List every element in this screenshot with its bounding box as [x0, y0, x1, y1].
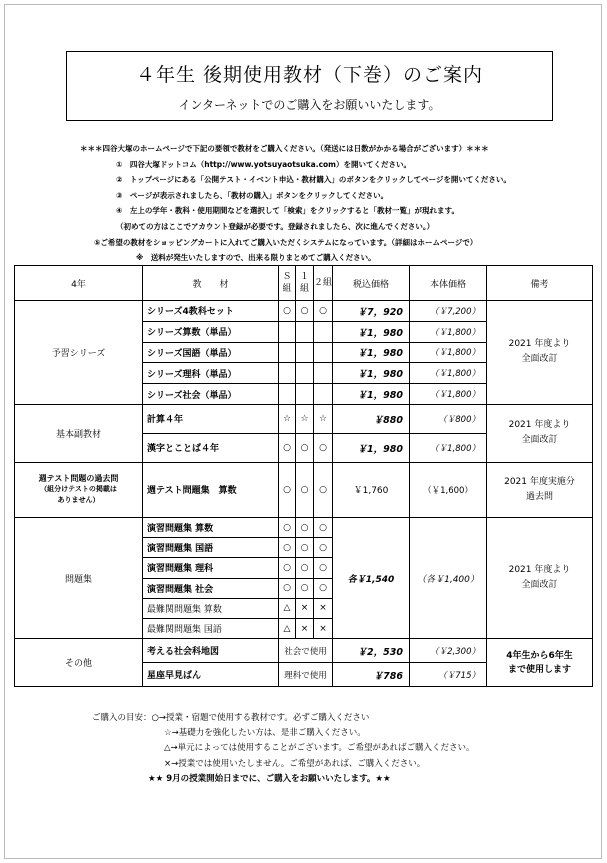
mark-two: [314, 384, 333, 405]
material-name: 考える社会科地図: [143, 639, 279, 663]
mark-s: ○: [279, 517, 296, 537]
mark-one: [296, 342, 314, 363]
instruction-step-3: ③ ページが表示されましたら、「教材の購入」ボタンをクリックしてください。: [116, 190, 389, 200]
material-name: 漢字とことば４年: [143, 433, 279, 462]
table-row: [15, 517, 593, 537]
material-name: 最難関問題集 算数: [143, 598, 279, 618]
header-s: Ｓ組: [279, 266, 296, 301]
mark-two: ○: [314, 558, 333, 578]
guide-line-triangle: △→単元によっては使用することがございます。ご希望があればご購入ください。: [164, 743, 475, 754]
mark-two: ○: [314, 538, 333, 558]
mark-two: ○: [314, 517, 333, 537]
note-cell: 2021 年度より 全面改訂: [487, 301, 593, 405]
instruction-step-5: ⑤ご希望の教材をショッピングカートに入れてご購入いただくシステムになっています。（詳細はホームページで）: [94, 237, 478, 247]
header-two: ２組: [314, 266, 333, 301]
usage-note: 社会で使用: [279, 639, 333, 663]
instruction-step-1: ① 四谷大塚ドットコム（http://www.yotsuyaotsuka.com）を開いてください。: [116, 159, 411, 169]
category-subnote: （組分けテストの掲載は ありません）: [40, 485, 117, 505]
material-name: シリーズ社会（単品）: [143, 384, 279, 405]
category-cell: 基本副教材: [15, 404, 143, 462]
guide-line-star: ☆→基礎力を強化したい方は、是非ご購入ください。: [164, 728, 366, 739]
tax-price: ￥786: [333, 663, 410, 687]
base-price: （￥1,800）: [410, 321, 487, 342]
base-price: （￥2,300）: [410, 639, 487, 663]
tax-price: ￥1,760: [333, 462, 410, 517]
material-name: シリーズ算数（単品）: [143, 321, 279, 342]
tax-price: ￥7，920: [333, 301, 410, 322]
material-name: 週テスト問題集 算数: [143, 462, 279, 517]
mark-two: ×: [314, 618, 333, 638]
table-row: [15, 301, 593, 322]
mark-one: ○: [296, 578, 314, 598]
mark-two: [314, 321, 333, 342]
mark-one: [296, 363, 314, 384]
mark-s: ○: [279, 301, 296, 322]
base-price: （￥1,800）: [410, 384, 487, 405]
materials-table: [14, 265, 593, 687]
category-cell: その他: [15, 639, 143, 687]
instruction-step-4: ④ 左上の学年・教科・使用期間などを選択して「検索」をクリックすると「教材一覧」が現れます。: [116, 206, 459, 216]
category-cell: 予習シリーズ: [15, 301, 143, 405]
mark-one: ○: [296, 517, 314, 537]
base-price: （￥800）: [410, 404, 487, 433]
guide-line-cross: ×→授業では使用いたしません。ご希望があれば、ご購入ください。: [164, 758, 426, 769]
page-title: ４年生 後期使用教材（下巻）のご案内: [135, 64, 484, 86]
material-name: 演習問題集 社会: [143, 578, 279, 598]
mark-s: ○: [279, 578, 296, 598]
mark-two: ×: [314, 598, 333, 618]
mark-s: △: [279, 598, 296, 618]
category-title: 週テスト問題の過去問: [38, 474, 119, 484]
mark-one: ×: [296, 598, 314, 618]
usage-note: 理科で使用: [279, 663, 333, 687]
note-cell: 2021 年度より 全面改訂: [487, 517, 593, 638]
mark-s: ○: [279, 558, 296, 578]
header-one: １組: [296, 266, 314, 301]
mark-two: [314, 342, 333, 363]
header-base: 本体価格: [410, 266, 487, 301]
table-row: [15, 404, 593, 433]
header-grade: 4年: [15, 266, 143, 301]
base-price: （￥1,800）: [410, 363, 487, 384]
mark-s: ○: [279, 538, 296, 558]
tax-price: ￥2，530: [333, 639, 410, 663]
tax-price: ￥1，980: [333, 342, 410, 363]
mark-s: ○: [279, 462, 296, 517]
mark-two: ○: [314, 301, 333, 322]
tax-price: ￥1，980: [333, 363, 410, 384]
material-name: 演習問題集 理科: [143, 558, 279, 578]
mark-s: ☆: [279, 404, 296, 433]
mark-one: [296, 384, 314, 405]
instruction-note-account: （初めての方はここでアカウント登録が必要です。登録されましたら、次に進んでください。）: [116, 221, 435, 231]
mark-one: ○: [296, 462, 314, 517]
mark-one: ○: [296, 433, 314, 462]
note-cell: 4年生から6年生 まで使用します: [487, 639, 593, 687]
mark-two: ☆: [314, 404, 333, 433]
category-cell: [15, 462, 143, 517]
mark-s: ○: [279, 433, 296, 462]
guide-line-circle: ご購入の目安：○→授業・宿題で使用する教材です。必ずご購入ください: [92, 713, 370, 723]
base-price: （￥1,800）: [410, 433, 487, 462]
mark-one: ○: [296, 301, 314, 322]
header-material: 教 材: [143, 266, 279, 301]
material-name: 最難関問題集 国語: [143, 618, 279, 638]
note-cell: 2021 年度実施分 過去問: [487, 462, 593, 517]
instructions-intro: ＊＊＊四谷大塚のホームページで下記の要領で教材をご購入ください。（発送には日数がかかる場合がございます）＊＊＊: [80, 144, 489, 153]
mark-one: ×: [296, 618, 314, 638]
mark-s: [279, 384, 296, 405]
tax-price: ￥1，980: [333, 433, 410, 462]
mark-two: [314, 363, 333, 384]
material-name: 計算４年: [143, 404, 279, 433]
table-row: [15, 462, 593, 517]
note-cell: 2021 年度より 全面改訂: [487, 404, 593, 462]
table-row: [15, 639, 593, 663]
title-box: [66, 51, 553, 121]
header-price: 税込価格: [333, 266, 410, 301]
table-header-row: [15, 266, 593, 301]
base-price: （￥1,800）: [410, 342, 487, 363]
material-name: シリーズ国語（単品）: [143, 342, 279, 363]
mark-one: ○: [296, 558, 314, 578]
base-price: （￥715）: [410, 663, 487, 687]
base-price: （￥1,600）: [410, 462, 487, 517]
guide-deadline: ★★ 9月の授業開始日までに、ご購入をお願いいたします。★★: [148, 773, 391, 784]
instruction-note-shipping: ※ 送料が発生いたしますので、出来る限りまとめてご購入ください。: [136, 253, 376, 263]
mark-one: ☆: [296, 404, 314, 433]
mark-two: ○: [314, 462, 333, 517]
mark-s: [279, 321, 296, 342]
material-name: シリーズ4教科セット: [143, 301, 279, 322]
material-name: 星座早見ばん: [143, 663, 279, 687]
mark-two: ○: [314, 578, 333, 598]
mark-one: ○: [296, 538, 314, 558]
base-price: （￥7,200）: [410, 301, 487, 322]
material-name: 演習問題集 国語: [143, 538, 279, 558]
mark-s: △: [279, 618, 296, 638]
mark-s: [279, 363, 296, 384]
mark-one: [296, 321, 314, 342]
material-name: シリーズ理科（単品）: [143, 363, 279, 384]
mark-two: ○: [314, 433, 333, 462]
purchase-instructions: [80, 141, 580, 266]
instruction-step-2: ② トップページにある「公開テスト・イベント申込・教材購入」のボタンをクリックしてページを開いてください。: [116, 175, 511, 185]
shared-base-price: （各￥1,400）: [410, 517, 487, 638]
category-cell: 問題集: [15, 517, 143, 638]
page-subtitle: インターネットでのご購入をお願いいたします。: [178, 98, 441, 112]
shared-tax-price: 各￥1,540: [333, 517, 410, 638]
header-note: 備考: [487, 266, 593, 301]
mark-s: [279, 342, 296, 363]
tax-price: ￥880: [333, 404, 410, 433]
purchase-guide: [92, 711, 592, 787]
tax-price: ￥1，980: [333, 321, 410, 342]
tax-price: ￥1，980: [333, 384, 410, 405]
material-name: 演習問題集 算数: [143, 517, 279, 537]
